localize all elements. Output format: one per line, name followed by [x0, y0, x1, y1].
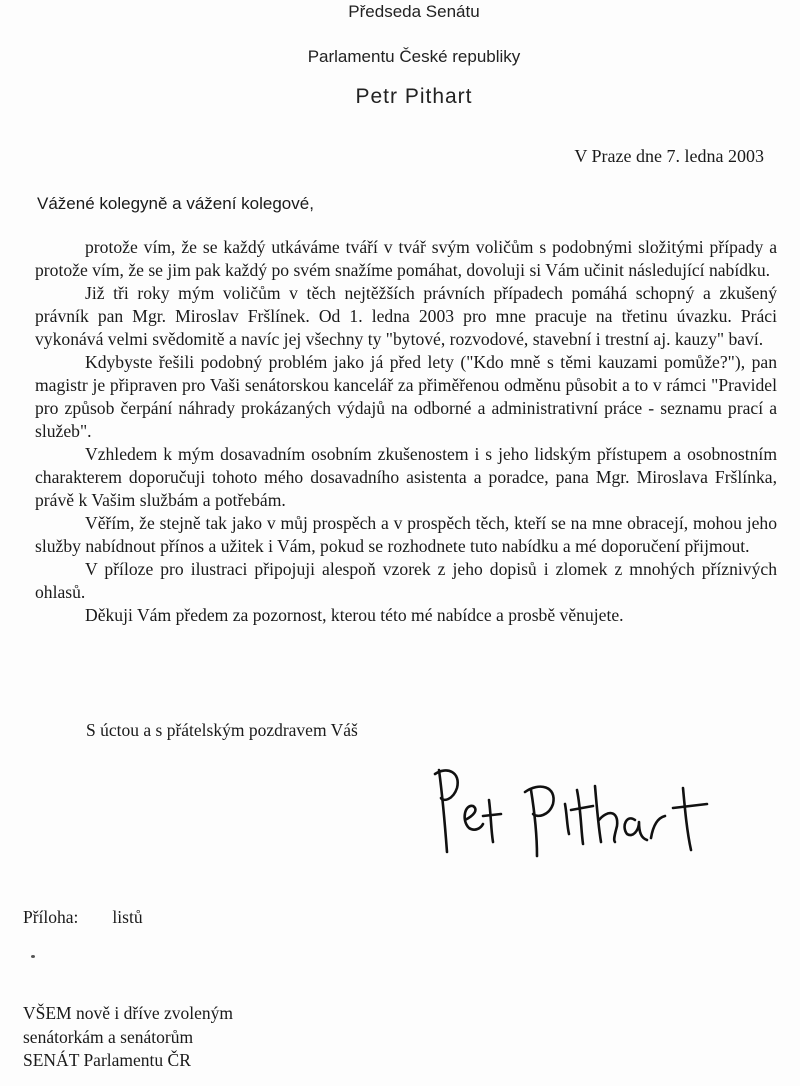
attachment-unit: listů: [112, 907, 143, 927]
letterhead-name: Petr Pithart: [355, 85, 473, 108]
paragraph: Vzhledem k mým dosavadním osobním zkušenostem i s jeho lidským přístupem a osobnostním charakterem doporučuji tohoto mého dosavadního asistenta a poradce, pana Mgr. Miroslava Fršlínka, právě k Vašim službám a potřebám.: [35, 444, 777, 510]
address-line: senátorkám a senátorům: [23, 1026, 194, 1047]
letterhead-title: Předseda Senátu: [348, 2, 480, 21]
handwritten-signature: [425, 760, 725, 860]
letter-closing: S úctou a s přátelským pozdravem Váš: [86, 720, 358, 740]
letter-greeting: Vážené kolegyně a vážení kolegové,: [37, 194, 314, 213]
attachment-line: [23, 907, 143, 928]
recipient-address: [23, 1002, 233, 1073]
ink-dot: [31, 955, 35, 958]
paragraph: Věřím, že stejně tak jako v můj prospěch a v prospěch těch, kteří se na mne obracejí, mohou jeho služby nabídnout přínos a užitek i Vám, pokud se rozhodnete tuto nabídku a mé doporučení přijmout.: [35, 513, 777, 556]
letter-body: [35, 236, 777, 627]
address-line: SENÁT Parlamentu ČR: [23, 1050, 191, 1070]
letterhead-institution: Parlamentu České republiky: [307, 47, 521, 66]
paragraph: protože vím, že se každý utkáváme tváří v tvář svým voličům s podobnými složitými případy a protože vím, že se jim pak každý po svém snažíme pomáhat, dovoluji si Vám učinit následující nabídku.: [35, 237, 777, 280]
paragraph: Kdybyste řešili podobný problém jako já před lety ("Kdo mně s těmi kauzami pomůže?"), pan magistr je připraven pro Vaši senátorskou kancelář za přiměřenou odměnu působit a to v rámci "Pravidel pro způsob čerpání náhrady prokázaných výdajů na odborné a administrativní práce - seznamu prací a služeb".: [35, 352, 777, 441]
letter-date: V Praze dne 7. ledna 2003: [574, 146, 764, 166]
paragraph: Děkuji Vám předem za pozornost, kterou této mé nabídce a prosbě věnujete.: [85, 605, 624, 625]
paragraph: V příloze pro ilustraci připojuji alespoň vzorek z jeho dopisů i zlomek z mnohých příznivých ohlasů.: [35, 559, 777, 602]
attachment-label: Příloha:: [23, 907, 79, 927]
address-line: VŠEM nově i dříve zvoleným: [23, 1003, 233, 1023]
paragraph: Již tři roky mým voličům v těch nejtěžších právních případech pomáhá schopný a zkušený právník pan Mgr. Miroslav Fršlínek. Od 1. ledna 2003 pro mne pracuje na třetinu úvazku. Práci vykonává velmi svědomitě a navíc jej všechny ty "bytové, rozvodové, stavební i trestní aj. kauzy" baví.: [35, 283, 777, 349]
